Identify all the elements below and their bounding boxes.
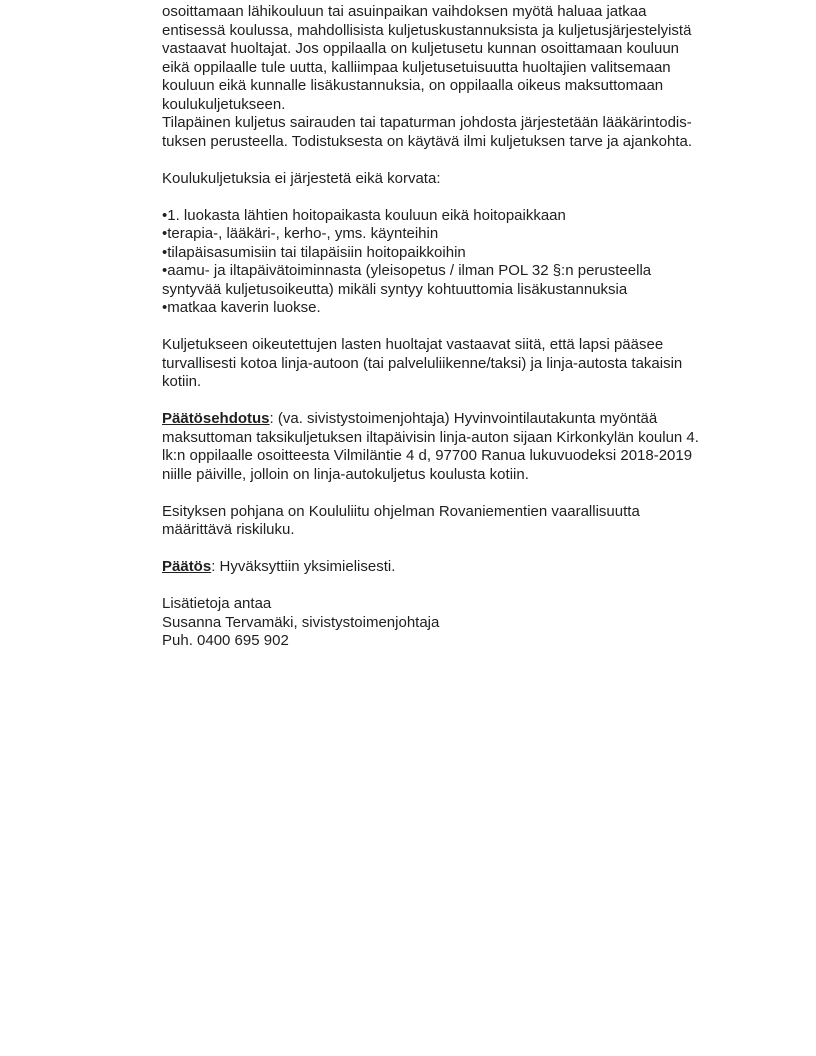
text-line: kouluun eikä kunnalle lisäkustannuksia, on oppilaalla oikeus maksuttomaan bbox=[162, 77, 664, 94]
paragraph-continuation bbox=[162, 3, 777, 114]
decision-text: : Hyväksyttiin yksimielisesti. bbox=[211, 558, 396, 575]
text-line: koulukuljetukseen. bbox=[162, 95, 286, 113]
text-line: entisessä koulussa, mahdollisista kuljetuskustannuksista ja kuljetusjärjestelyistä bbox=[162, 21, 692, 39]
text-line bbox=[162, 410, 777, 429]
paragraph-guardians-responsibility bbox=[162, 336, 777, 392]
text-line: tuksen perusteella. Todistuksesta on käytävä ilmi kuljetuksen tarve ja ajankohta. bbox=[162, 132, 693, 150]
list-item: •tilapäisasumisiin tai tilapäisiin hoitopaikkoihin bbox=[162, 243, 466, 261]
text-line: Kuljetukseen oikeutettujen lasten huoltajat vastaavat siitä, että lapsi pääsee bbox=[162, 336, 664, 353]
text-line: Puh. 0400 695 902 bbox=[162, 632, 289, 649]
heading-not-arranged bbox=[162, 170, 777, 189]
text-line: kotiin. bbox=[162, 373, 202, 390]
paragraph-decision bbox=[162, 558, 777, 577]
bullet-list bbox=[162, 207, 777, 318]
text-line: Lisätietoja antaa bbox=[162, 595, 272, 612]
paragraph-basis bbox=[162, 503, 777, 540]
paragraph-temporary-transport bbox=[162, 114, 777, 151]
paragraph-contact bbox=[162, 595, 777, 651]
text-line: niille päiville, jolloin on linja-autokuljetus koulusta kotiin. bbox=[162, 465, 529, 483]
text-line: Esityksen pohjana on Koululiitu ohjelman Rovaniementien vaarallisuutta bbox=[162, 502, 640, 520]
text-line: määrittävä riskiluku. bbox=[162, 521, 295, 538]
text-line bbox=[162, 558, 777, 577]
text-line: eikä oppilaalle tule uutta, kalliimpaa kuljetusetuisuutta huoltajien valitsemaan bbox=[162, 58, 671, 76]
decision-label: Päätös bbox=[162, 558, 212, 575]
text-line: Tilapäinen kuljetus sairauden tai tapaturman johdosta järjestetään lääkärintodis- bbox=[162, 114, 692, 131]
text-line: osoittamaan lähikouluun tai asuinpaikan vaihdoksen myötä haluaa jatkaa bbox=[162, 3, 647, 20]
list-item: •terapia-, lääkäri-, kerho-, yms. käynteihin bbox=[162, 225, 439, 242]
proposal-text: : (va. sivistystoimenjohtaja) Hyvinvointilautakunta myöntää bbox=[269, 410, 658, 427]
text-line: lk:n oppilaalle osoitteesta Vilmiläntie 4 d, 97700 Ranua lukuvuodeksi 2018-2019 bbox=[162, 447, 693, 464]
text-line: Koulukuljetuksia ei järjestetä eikä korvata: bbox=[162, 169, 441, 187]
text-line: maksuttoman taksikuljetuksen iltapäivisin linja-auton sijaan Kirkonkylän koulun 4. bbox=[162, 428, 699, 446]
list-item: •matkaa kaverin luokse. bbox=[162, 299, 321, 316]
paragraph-proposal bbox=[162, 410, 777, 484]
document-body bbox=[162, 3, 777, 651]
text-line: vastaavat huoltajat. Jos oppilaalla on kuljetusetu kunnan osoittamaan kouluun bbox=[162, 40, 680, 57]
proposal-label: Päätösehdotus bbox=[162, 410, 270, 427]
list-item: •1. luokasta lähtien hoitopaikasta kouluun eikä hoitopaikkaan bbox=[162, 206, 566, 224]
list-item-continuation: syntyvää kuljetusoikeutta) mikäli syntyy kohtuuttomia lisäkustannuksia bbox=[162, 280, 628, 298]
text-line: turvallisesti kotoa linja-autoon (tai palveluliikenne/taksi) ja linja-autosta takaisin bbox=[162, 354, 683, 372]
list-item: •aamu- ja iltapäivätoiminnasta (yleisopetus / ilman POL 32 §:n perusteella bbox=[162, 262, 652, 279]
text-line: Susanna Tervamäki, sivistystoimenjohtaja bbox=[162, 613, 440, 631]
